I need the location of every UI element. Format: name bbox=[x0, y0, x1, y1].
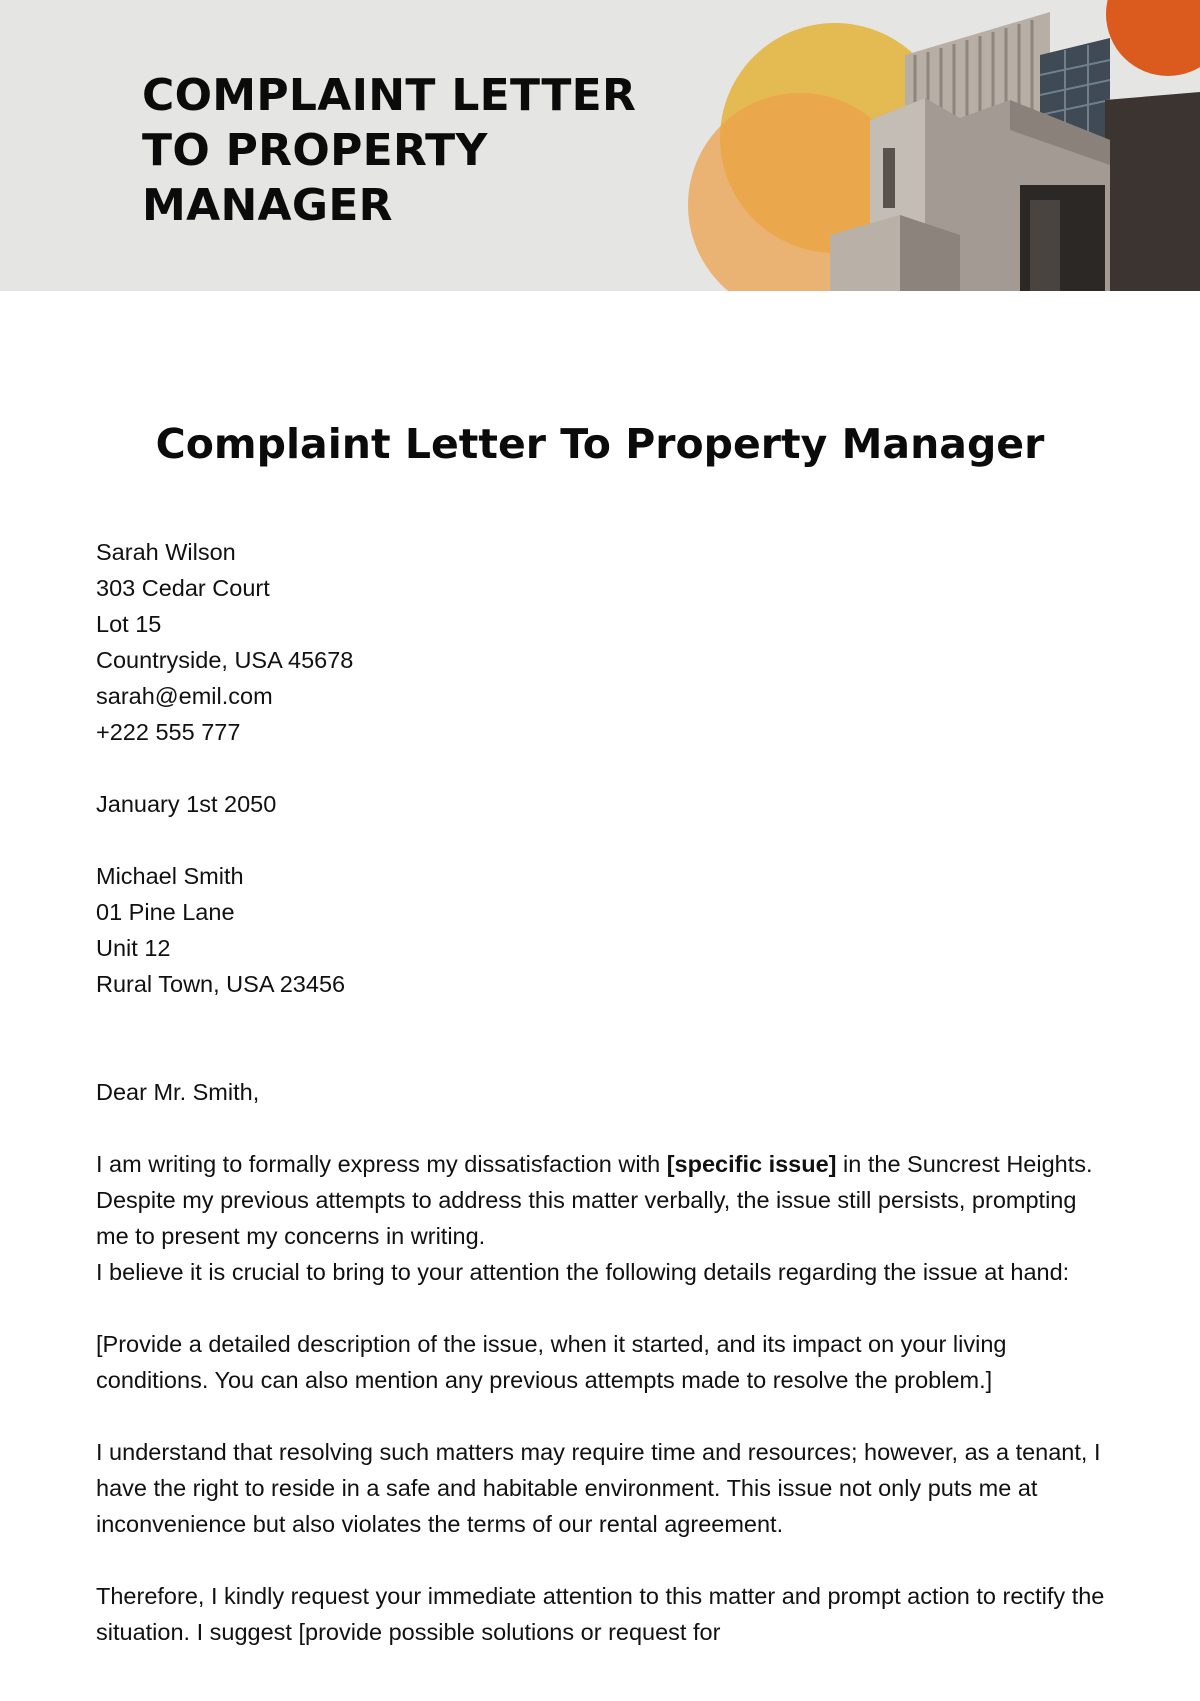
spacer bbox=[96, 1110, 1106, 1146]
banner-title-line: COMPLAINT LETTER bbox=[142, 70, 637, 121]
paragraph-tenant-rights: I understand that resolving such matters may require time and resources; however, as a tenant, I have the right to reside in a safe and habitable environment. This issue not only puts me at inconvenience but also violates the terms of our rental agreement. bbox=[96, 1439, 1101, 1537]
red-orange-circle bbox=[1106, 0, 1200, 76]
spacer bbox=[96, 1002, 1106, 1074]
sender-unit: Lot 15 bbox=[96, 611, 162, 637]
sender-email: sarah@emil.com bbox=[96, 683, 273, 709]
spacer bbox=[96, 1542, 1106, 1578]
recipient-street: 01 Pine Lane bbox=[96, 899, 235, 925]
letter-body bbox=[96, 534, 1106, 1650]
sender-phone: +222 555 777 bbox=[96, 719, 241, 745]
banner-title-line: MANAGER bbox=[142, 180, 393, 231]
sender-city: Countryside, USA 45678 bbox=[96, 647, 354, 673]
spacer bbox=[96, 1398, 1106, 1434]
recipient-unit: Unit 12 bbox=[96, 935, 171, 961]
paragraph-issue-description: [Provide a detailed description of the issue, when it started, and its impact on your living conditions. You can also mention any previous attempts made to resolve the problem.] bbox=[96, 1331, 1007, 1393]
specific-issue-placeholder: [specific issue] bbox=[666, 1151, 837, 1177]
paragraph-request: Therefore, I kindly request your immediate attention to this matter and prompt action to rectify the situation. I suggest [provide possible solutions or request for bbox=[96, 1583, 1105, 1645]
spacer bbox=[96, 1290, 1106, 1326]
header-banner bbox=[0, 0, 1200, 291]
salutation: Dear Mr. Smith, bbox=[96, 1079, 260, 1105]
recipient-address-block bbox=[96, 858, 1106, 1002]
recipient-city: Rural Town, USA 23456 bbox=[96, 971, 346, 997]
paragraph-details-intro: I believe it is crucial to bring to your attention the following details regarding the issue at hand: bbox=[96, 1259, 1070, 1285]
banner-title bbox=[142, 68, 702, 233]
sender-street: 303 Cedar Court bbox=[96, 575, 270, 601]
letter-date: January 1st 2050 bbox=[96, 791, 277, 817]
paragraph-intro-text: in the Suncrest Heights. Despite my previous attempts to address this matter verbally, the issue still persists, prompting me to present my concerns in writing. bbox=[96, 1151, 1093, 1249]
recipient-name: Michael Smith bbox=[96, 863, 244, 889]
document-title: Complaint Letter To Property Manager bbox=[155, 420, 1045, 468]
spacer bbox=[96, 750, 1106, 786]
spacer bbox=[96, 822, 1106, 858]
paragraph-intro bbox=[96, 1146, 1106, 1254]
banner-title-line: TO PROPERTY bbox=[142, 125, 488, 176]
sender-name: Sarah Wilson bbox=[96, 539, 236, 565]
paragraph-intro-text: I am writing to formally express my dissatisfaction with bbox=[96, 1151, 667, 1177]
sender-address-block bbox=[96, 534, 1106, 750]
